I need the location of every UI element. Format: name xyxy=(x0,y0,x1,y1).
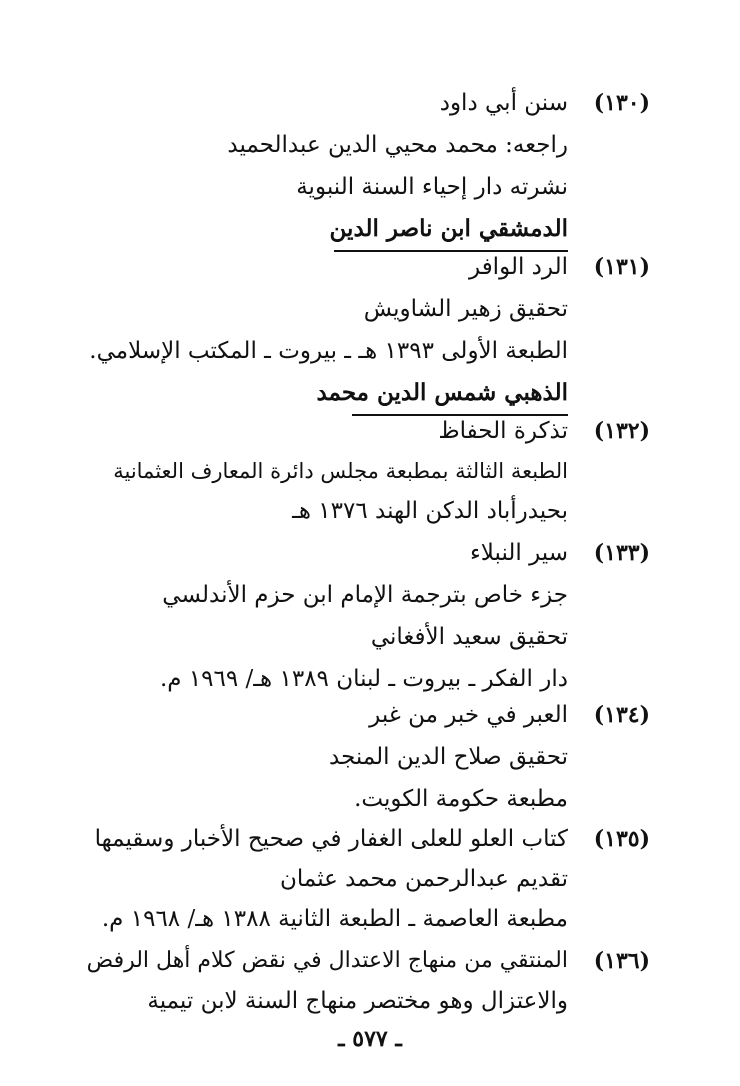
entry-title: المنتقي من منهاج الاعتدال في نقض كلام أهل الرفض xyxy=(86,948,568,973)
entry-line: راجعه: محمد محيي الدين عبدالحميد xyxy=(227,132,568,158)
entry-line: تحقيق زهير الشاويش xyxy=(363,296,568,322)
entry-number: (١٣٢) xyxy=(593,418,650,444)
entry-line: تحقيق سعيد الأفغاني xyxy=(370,624,568,650)
entry-title: سير النبلاء xyxy=(469,540,568,566)
entry-number: (١٣٦) xyxy=(593,948,650,974)
entry-number: (١٣٥) xyxy=(593,826,650,852)
entry-line: تحقيق صلاح الدين المنجد xyxy=(329,744,568,770)
entry-title: العبر في خبر من غبر xyxy=(369,702,568,728)
entry-number: (١٣٠) xyxy=(593,90,650,116)
entry-number: (١٣١) xyxy=(593,254,650,280)
entry-title: سنن أبي داود xyxy=(439,90,568,116)
entry-line: والاعتزال وهو مختصر منهاج السنة لابن تيمية xyxy=(147,988,568,1014)
page-number: ـ ٥٧٧ ـ xyxy=(338,1026,402,1052)
entry-title: الرد الوافر xyxy=(469,254,568,280)
entry-line: تقديم عبدالرحمن محمد عثمان xyxy=(280,866,568,892)
author-heading: الدمشقي ابن ناصر الدين xyxy=(329,215,568,242)
entry-line: دار الفكر ـ بيروت ـ لبنان ١٣٨٩ هـ/ ١٩٦٩ م. xyxy=(159,666,568,692)
author-heading: الذهبي شمس الدين محمد xyxy=(316,379,568,406)
entry-line: مطبعة العاصمة ـ الطبعة الثانية ١٣٨٨ هـ/ ١٩٦٨ م. xyxy=(101,906,568,932)
entry-number: (١٣٣) xyxy=(593,540,650,566)
entry-line: جزء خاص بترجمة الإمام ابن حزم الأندلسي xyxy=(162,582,568,608)
entry-number: (١٣٤) xyxy=(593,702,650,728)
entry-title: كتاب العلو للعلى الغفار في صحيح الأخبار وسقيمها xyxy=(94,826,568,852)
entry-line: الطبعة الثالثة بمطبعة مجلس دائرة المعارف العثمانية xyxy=(113,459,568,483)
entry-line: مطبعة حكومة الكويت. xyxy=(354,786,568,812)
entry-line: بحيدرأباد الدكن الهند ١٣٧٦ هـ xyxy=(292,498,568,524)
entry-title: تذكرة الحفاظ xyxy=(438,418,568,444)
entry-line: نشرته دار إحياء السنة النبوية xyxy=(296,174,568,200)
entry-line: الطبعة الأولى ١٣٩٣ هـ ـ بيروت ـ المكتب الإسلامي. xyxy=(89,338,568,364)
